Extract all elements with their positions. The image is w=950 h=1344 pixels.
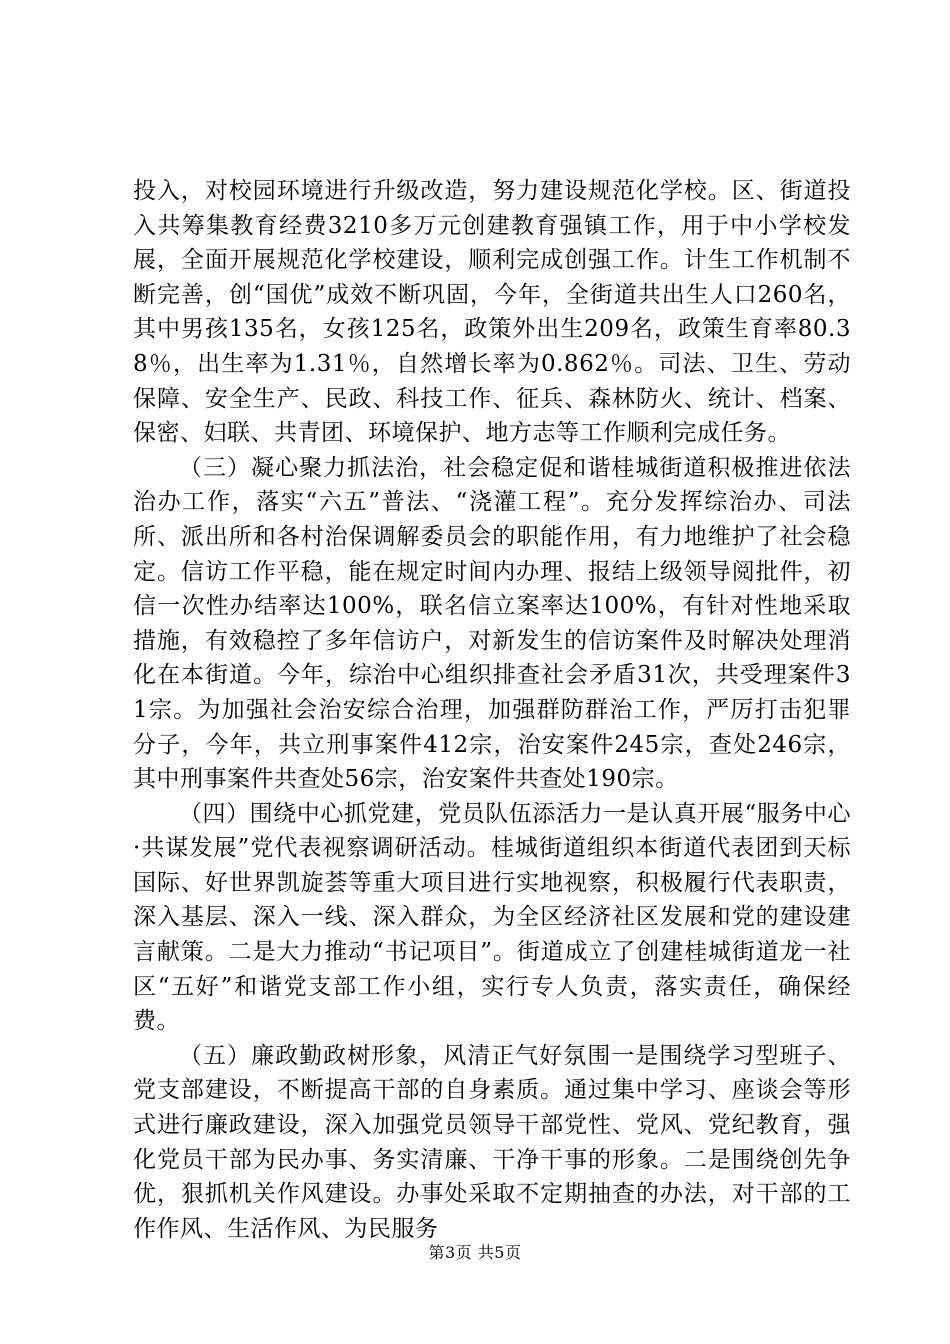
paragraph: （三）凝心聚力抓法治，社会稳定促和谐桂城街道积极推进依法治办工作，落实“六五”普法、“浇灌工程”。充分发挥综治办、司法所、派出所和各村治保调解委员会的职能作用，有力地维护了社会稳定。信访工作平稳，能在规定时间内办理、报结上级领导阅批件，初信一次性办结率达100%，联名信立案率达100%，有针对性地采取措施，有效稳控了多年信访户，对新发生的信访案件及时解决处理消化在本街道。今年，综治中心组织排查社会矛盾31次，共受理案件31宗。为加强社会治安综合治理，加强群防群治工作，严厉打击犯罪分子，今年，共立刑事案件412宗，治安案件245宗，查处246宗，其中刑事案件共查处56宗，治安案件共查处190宗。 bbox=[133, 454, 851, 793]
paragraph: 投入，对校园环境进行升级改造，努力建设规范化学校。区、街道投入共筹集教育经费3210多万元创建教育强镇工作，用于中小学校发展，全面开展规范化学校建设，顺利完成创强工作。计生工作机制不断完善，创“国优”成效不断巩固，今年，全街道共出生人口260名，其中男孩135名，女孩125名，政策外出生209名，政策生育率80.38％，出生率为1.31％，自然增长率为0.862％。司法、卫生、劳动保障、安全生产、民政、科技工作、征兵、森林防火、统计、档案、保密、妇联、共青团、环境保护、地方志等工作顺利完成任务。 bbox=[133, 178, 851, 447]
document-body bbox=[133, 174, 851, 1246]
paragraph: （五）廉政勤政树形象，风清正气好氛围一是围绕学习型班子、党支部建设，不断提高干部的自身素质。通过集中学习、座谈会等形式进行廉政建设，深入加强党员领导干部党性、党风、党纪教育，强化党员干部为民办事、务实清廉、干净干事的形象。二是围绕创先争优，狠抓机关作风建设。办事处采取不定期抽查的办法，对干部的工作作风、生活作风、为民服务 bbox=[133, 1042, 851, 1242]
paragraph: （四）围绕中心抓党建，党员队伍添活力一是认真开展“服务中心·共谋发展”党代表视察调研活动。桂城街道组织本街道代表团到天标国际、好世界凯旋荟等重大项目进行实地视察，积极履行代表职责，深入基层、深入一线、深入群众，为全区经济社区发展和党的建设建言献策。二是大力推动“书记项目”。街道成立了创建桂城街道龙一社区“五好”和谐党支部工作小组，实行专人负责，落实责任，确保经费。 bbox=[133, 800, 851, 1035]
page-number-footer: 第3页 共5页 bbox=[428, 1243, 522, 1262]
